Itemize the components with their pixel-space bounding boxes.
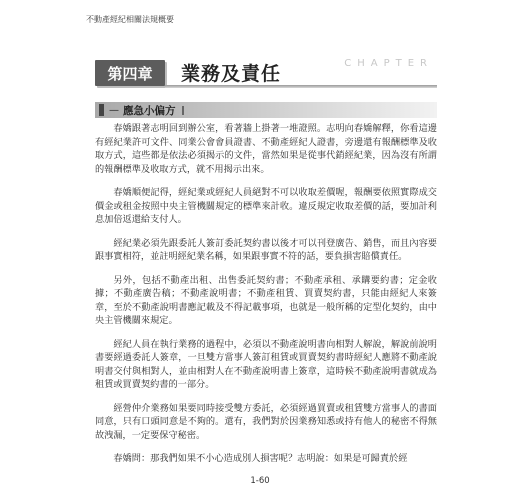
- body-text: [95, 122, 437, 476]
- paragraph: 經紀業必須先跟委託人簽訂委託契約書以後才可以刊登廣告、銷售，而且內容要跟事實相符，並註明經紀業名稱，如果跟事實不符的話，要負損害賠償責任。: [95, 237, 437, 262]
- chapter-title: 業務及責任: [181, 63, 282, 85]
- chapter-english-watermark: CHAPTER: [344, 58, 433, 69]
- paragraph: 春嬌順便記得，經紀業或經紀人員絕對不可以收取差價喔，報酬要依照實際成交價金或租金按照中央主管機關規定的標準來計收。違反規定收取差價的話，要加計利息加倍返還給支付人。: [95, 187, 437, 225]
- paragraph: 經營仲介業務如果要同時接受雙方委託，必須經過買賣或租賃雙方當事人的書面同意，只有口頭同意是不夠的。還有，我們對於因業務知悉或持有他人的秘密不得無故洩漏，一定要保守秘密。: [95, 402, 437, 441]
- section-heading-bar: [95, 102, 437, 118]
- chapter-label: 第四章: [95, 60, 165, 86]
- section-dash: —: [109, 104, 119, 116]
- section-title: 應急小偏方: [123, 104, 176, 117]
- section-marker: [99, 104, 104, 116]
- paragraph: 另外，包括不動產出租、出售委託契約書；不動產承租、承購要約書；定金收據；不動產廣告稿；不動產說明書；不動產租賃、買賣契約書，只能由經紀人來簽章，至於不動產說明書應記載及不得記載事項，也就是一般所稱的定型化契約，由中央主管機關來規定。: [95, 274, 437, 326]
- chapter-banner: [95, 55, 437, 93]
- chapter-underline: [165, 85, 437, 88]
- page-number: 1-60: [250, 476, 270, 486]
- paragraph: 經紀人員在執行業務的過程中，必須以不動產說明書向相對人解說，解說前說明書要經過委託人簽章，一旦雙方當事人簽訂租賃或買賣契約書時經紀人應將不動產說明書交付與相對人，並由相對人在不動產說明書上簽章，這時候不動產說明書就成為租賃或買賣契約書的一部分。: [95, 338, 437, 390]
- section-end-mark: [182, 106, 184, 115]
- running-header: 不動產經紀相關法規概要: [86, 15, 174, 24]
- paragraph: 春嬌跟著志明回到辦公室，看著牆上掛著一堆證照。志明向春嬌解釋，你看這邊有經紀業許可文件、同業公會會員證書、不動產經紀人證書，旁邊還有報酬標準及收取方式，這些都是依法必須揭示的文件，當然如果是從事代銷經紀業，因為沒有所謂的報酬標準及收取方式，就不用揭示出來。: [95, 123, 437, 175]
- paragraph: 春嬌問：那我們如果不小心造成別人損害呢？志明說：如果是可歸責於經: [113, 453, 408, 464]
